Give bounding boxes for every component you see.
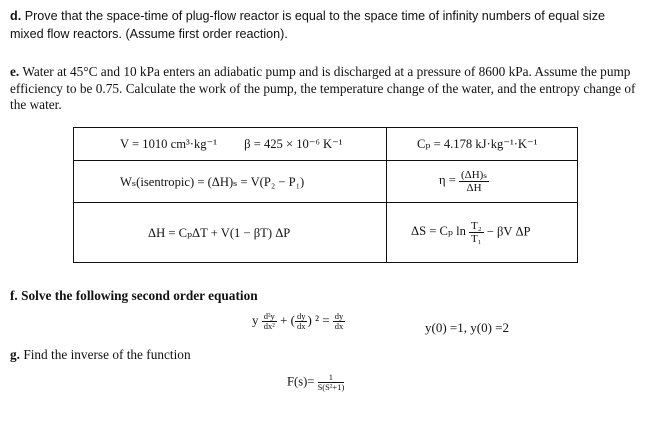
fs-fraction	[318, 373, 345, 392]
specific-volume: V = 1010 cm³·kg⁻¹	[120, 137, 217, 151]
first-derivative-num: dy	[296, 311, 306, 321]
question-e-text: Water at 45°C and 10 kPa enters an adiabatic pump and is discharged at a pressure of 8600 kPa. Assume the pump efficiency to be 0.75. Calculate the work of the pump, the temperature change of the water, and the entropy change of the water.	[10, 64, 636, 113]
question-g-label: g.	[10, 347, 20, 362]
table-cell-cp	[387, 128, 578, 161]
temperature-numerator: T₂	[471, 220, 482, 232]
first-derivative-den: dx	[296, 321, 306, 331]
question-f-label: f.	[10, 288, 18, 303]
table-row	[74, 161, 578, 203]
water-properties-table	[73, 127, 578, 263]
isentropic-work-equation: Wₛ(isentropic) = (ΔH)ₛ = V(P₂ − P₁)	[120, 174, 305, 189]
question-f-text: Solve the following second order equation	[21, 288, 258, 303]
ode-plus: + (	[280, 312, 295, 328]
efficiency-numerator: (ΔH)ₛ	[461, 169, 488, 181]
entropy-rhs: − βV ΔP	[486, 224, 531, 239]
heat-capacity: Cₚ = 4.178 kJ·kg⁻¹·K⁻¹	[417, 137, 538, 151]
question-d	[10, 8, 642, 43]
rhs-derivative-num: dy	[334, 311, 344, 321]
question-f	[10, 288, 258, 304]
laplace-function	[287, 373, 344, 392]
rhs-derivative-den: dx	[334, 321, 344, 331]
rhs-derivative	[333, 312, 346, 331]
first-derivative	[295, 312, 308, 331]
ode-square: ) ² =	[307, 312, 330, 328]
efficiency-fraction	[459, 169, 489, 194]
table-cell-ws	[74, 161, 387, 203]
enthalpy-change-equation: ΔH = CₚΔT + V(1 − βT) ΔP	[148, 225, 291, 240]
second-derivative-den: dx²	[263, 321, 275, 331]
temperature-denominator: T₁	[471, 233, 482, 245]
initial-conditions: y(0) =1, y(0) =2	[425, 320, 509, 335]
ode-y: y	[252, 312, 259, 328]
second-derivative	[262, 312, 277, 331]
ode-equation	[252, 312, 345, 331]
temperature-ratio	[469, 220, 484, 245]
question-e	[10, 64, 642, 114]
table-cell-eta	[387, 161, 578, 203]
question-d-text: Prove that the space-time of plug-flow reactor is equal to the space time of infinity numbers of equal size mixed flow reactors. (Assume first order reaction).	[10, 9, 606, 41]
efficiency-lhs: η =	[439, 173, 456, 188]
table-cell-ds	[387, 203, 578, 263]
table-row	[74, 128, 578, 161]
expansivity-beta: β = 425 × 10⁻⁶ K⁻¹	[244, 137, 343, 151]
question-g-text: Find the inverse of the function	[23, 347, 191, 362]
second-derivative-num: d²y	[263, 311, 275, 321]
table-cell-dh	[74, 203, 387, 263]
efficiency-denominator: ΔH	[466, 182, 482, 194]
table-cell-v-beta	[74, 128, 387, 161]
fs-numerator: 1	[318, 373, 345, 383]
entropy-lhs: ΔS = Cₚ ln	[411, 224, 466, 239]
question-g	[10, 347, 191, 363]
fs-lhs: F(s)=	[287, 374, 315, 389]
fs-denominator: S(S²+1)	[317, 382, 345, 392]
table-row	[74, 203, 578, 263]
question-e-label: e.	[10, 64, 20, 79]
question-d-label: d.	[10, 9, 22, 23]
